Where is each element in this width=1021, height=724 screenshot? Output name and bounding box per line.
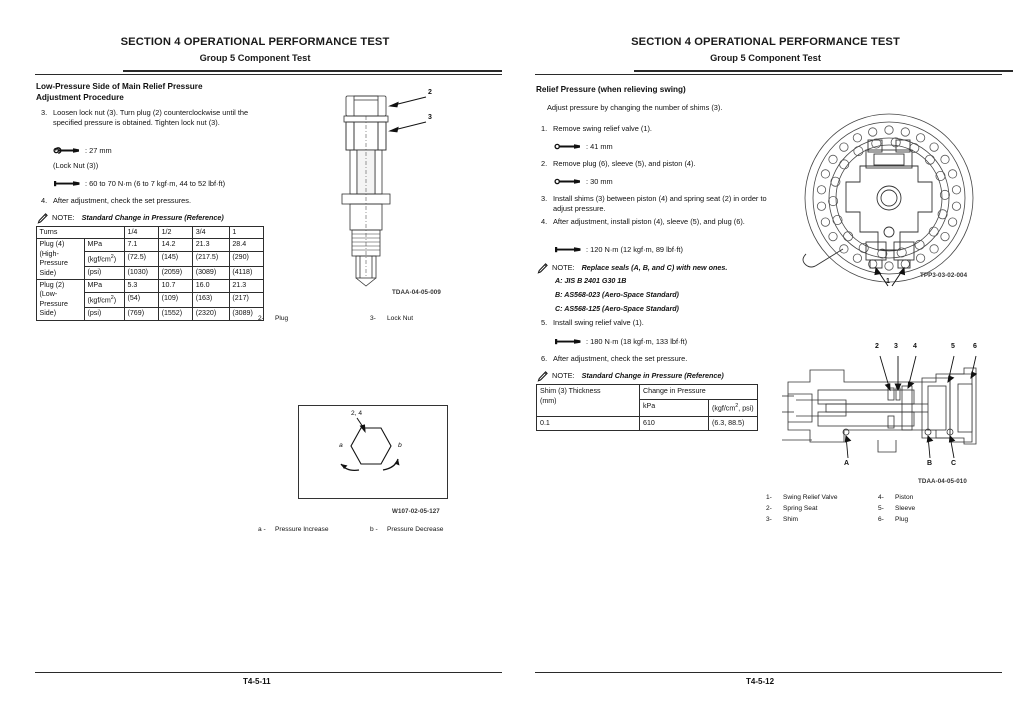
table-row-label: Plug (2) (Low- Pressure Side) xyxy=(37,280,85,321)
left-page-header xyxy=(0,36,510,63)
note-label: NOTE: xyxy=(52,213,75,222)
step-number: 4. xyxy=(41,196,48,205)
valve-callout-2: 2 xyxy=(428,89,432,96)
table-cell: (217) xyxy=(229,292,263,307)
table-cell: (217.5) xyxy=(193,252,230,267)
header-rule xyxy=(634,70,1013,72)
table-cell: (3089) xyxy=(229,307,263,320)
step-number: 3. xyxy=(41,108,48,117)
legend-key: 4- xyxy=(878,494,884,501)
table-unit-cell: MPa xyxy=(85,280,125,293)
step-number: 6. xyxy=(541,354,548,363)
left-step-3 xyxy=(41,108,269,129)
motor-drawing-number: TPP3-03-02-004 xyxy=(920,272,968,279)
table-cell: (54) xyxy=(125,292,159,307)
legend-value: Pressure Decrease xyxy=(387,526,444,533)
torque-wrench-icon xyxy=(554,337,582,346)
legend-value: Plug xyxy=(895,516,909,523)
section-drawing xyxy=(782,340,997,480)
wrench-spec-text: : 27 mm xyxy=(85,146,112,155)
table-cell: 14.2 xyxy=(159,239,193,252)
table-row xyxy=(37,239,264,252)
step-number: 4. xyxy=(541,217,548,226)
table-header-cell: 1 xyxy=(229,227,263,239)
legend-item xyxy=(878,503,990,514)
table-cell: (2320) xyxy=(193,307,230,320)
table-cell: (145) xyxy=(159,252,193,267)
wrench-icon xyxy=(554,142,582,151)
hex-drawing-number: W107-02-05-127 xyxy=(392,508,440,515)
step-number: 5. xyxy=(541,318,548,327)
table-cell: (4118) xyxy=(229,267,263,280)
right-torque-spec-1 xyxy=(554,245,683,254)
shim-thickness-header: Shim (3) Thickness (mm) xyxy=(537,385,640,417)
pencil-icon xyxy=(37,213,48,224)
header-rule xyxy=(123,70,502,72)
table-cell: (290) xyxy=(229,252,263,267)
hex-callout-top: 2, 4 xyxy=(351,410,362,417)
left-pressure-table xyxy=(36,226,264,321)
table-unit-cell: $(kgf/cm^2)$ xyxy=(85,292,125,307)
legend-value: Pressure Increase xyxy=(275,526,329,533)
swing-motor-drawing xyxy=(782,110,997,290)
seal-spec-a: A: JIS B 2401 G30 1B xyxy=(555,277,627,285)
valve-drawing-number: TDAA-04-05-009 xyxy=(392,289,441,296)
note-text: Standard Change in Pressure (Reference) xyxy=(581,371,724,380)
section-callout-b: B xyxy=(927,460,933,467)
legend-value: Sleeve xyxy=(895,505,916,512)
right-intro-text: Adjust pressure by changing the number of shims (3). xyxy=(547,103,723,112)
right-wrench-spec-2 xyxy=(554,177,613,186)
step-text: Install shims (3) between piston (4) and spring seat (2) in order to adjust pressure. xyxy=(553,194,767,214)
table-cell: (1030) xyxy=(125,267,159,280)
legend-item xyxy=(878,514,990,525)
valve-figure-legend xyxy=(258,313,488,324)
step-text: Loosen lock nut (3). Turn plug (2) counterclockwise until the specified pressure is obtained. Tighten lock nut (3). xyxy=(53,108,249,128)
legend-key: a - xyxy=(258,526,266,533)
legend-item xyxy=(766,503,878,514)
legend-key: 2- xyxy=(258,315,264,322)
table-header-cell: 3/4 xyxy=(193,227,230,239)
wrench-icon xyxy=(53,146,81,155)
step-text: Remove plug (6), sleeve (5), and piston (4). xyxy=(553,159,696,168)
step-text: After adjustment, check the set pressure. xyxy=(553,354,688,363)
hex-callout-b: b xyxy=(398,442,402,449)
section-callout-a: A xyxy=(844,460,850,467)
right-wrench-spec-1 xyxy=(554,142,613,151)
left-step-4 xyxy=(41,196,269,206)
step-text: After adjustment, check the set pressures. xyxy=(53,196,192,205)
torque-wrench-icon xyxy=(554,245,582,254)
header-rule-2 xyxy=(535,74,1002,75)
right-step-2 xyxy=(541,159,786,169)
legend-item xyxy=(766,492,878,503)
legend-key: 6- xyxy=(878,516,884,523)
right-page-number: T4-5-12 xyxy=(746,677,775,686)
right-step-5 xyxy=(541,318,786,328)
right-step-4 xyxy=(541,217,786,227)
note-label: NOTE: xyxy=(552,371,575,380)
right-section-title: Relief Pressure (when relieving swing) xyxy=(536,85,686,94)
legend-key: 3- xyxy=(766,516,772,523)
table-cell: 21.3 xyxy=(229,280,263,293)
left-section-title: Low-Pressure Side of Main Relief Pressure Adjustment Procedure xyxy=(36,82,203,102)
hex-figure-legend xyxy=(258,524,488,535)
table-row xyxy=(537,385,758,400)
torque-spec-text: : 180 N·m (18 kgf·m, 133 lbf·ft) xyxy=(586,337,688,346)
seal-spec-c: C: AS568-125 (Aero-Space Standard) xyxy=(555,305,679,313)
section-callout-c: C xyxy=(951,460,957,467)
table-cell: (3089) xyxy=(193,267,230,280)
table-unit-cell: $(kgf/cm^2)$ xyxy=(85,252,125,267)
right-shim-table xyxy=(536,384,758,431)
wrench-spec-text: : 41 mm xyxy=(586,142,613,151)
step-text: After adjustment, install piston (4), sleeve (5), and plug (6). xyxy=(553,217,745,226)
table-header-cell: Turns xyxy=(37,227,125,239)
table-cell: 7.1 xyxy=(125,239,159,252)
section-callout-2: 2 xyxy=(875,343,879,350)
step-number: 3. xyxy=(541,194,548,203)
legend-value: Spring Seat xyxy=(783,505,818,512)
header-title: SECTION 4 OPERATIONAL PERFORMANCE TEST xyxy=(120,36,390,48)
right-footer-rule xyxy=(535,672,1002,673)
header-title: SECTION 4 OPERATIONAL PERFORMANCE TEST xyxy=(631,36,900,48)
table-cell: 21.3 xyxy=(193,239,230,252)
table-unit-cell: (psi) xyxy=(85,267,125,280)
section-drawing-number: TDAA-04-05-010 xyxy=(918,478,967,485)
left-wrench-spec xyxy=(53,146,112,155)
legend-value: Lock Nut xyxy=(387,315,414,322)
table-cell: 16.0 xyxy=(193,280,230,293)
table-row xyxy=(37,280,264,293)
left-page-number: T4-5-11 xyxy=(243,677,271,686)
relief-valve-section-figure xyxy=(782,340,997,480)
table-unit-cell: (psi) xyxy=(85,307,125,320)
table-unit-cell: MPa xyxy=(85,239,125,252)
seal-spec-b: B: AS568-023 (Aero-Space Standard) xyxy=(555,291,679,299)
legend-value: Shim xyxy=(783,516,799,523)
torque-wrench-icon xyxy=(53,179,81,188)
legend-value: Piston xyxy=(895,494,914,501)
header-rule-2 xyxy=(35,74,502,75)
section-callout-4: 4 xyxy=(913,343,917,350)
left-note xyxy=(37,213,224,224)
right-page-header xyxy=(510,36,1021,63)
section-callout-3: 3 xyxy=(894,343,898,350)
table-cell: (109) xyxy=(159,292,193,307)
table-cell: (1552) xyxy=(159,307,193,320)
step-number: 2. xyxy=(541,159,548,168)
step-number: 1. xyxy=(541,124,548,133)
legend-key: 5- xyxy=(878,505,884,512)
wrench-spec-text: : 30 mm xyxy=(586,177,613,186)
motor-callout-1: 1 xyxy=(886,278,890,285)
legend-key: b - xyxy=(370,526,378,533)
legend-item xyxy=(878,492,990,503)
table-cell: (769) xyxy=(125,307,159,320)
step-text: Remove swing relief valve (1). xyxy=(553,124,652,133)
table-header-cell: 1/2 xyxy=(159,227,193,239)
left-wrench-caption: (Lock Nut (3)) xyxy=(53,161,99,170)
hex-callout-a: a xyxy=(339,442,343,449)
table-cell: (2059) xyxy=(159,267,193,280)
legend-key: 3- xyxy=(370,315,376,322)
table-header-cell: 1/4 xyxy=(125,227,159,239)
table-cell: (72.5) xyxy=(125,252,159,267)
table-cell: 5.3 xyxy=(125,280,159,293)
wrench-icon xyxy=(554,177,582,186)
kgf-psi-header: ($kgf/cm^2$, psi) xyxy=(709,399,758,416)
legend-key: 1- xyxy=(766,494,772,501)
kpa-header: kPa xyxy=(640,399,709,416)
other-value: (6.3, 88.5) xyxy=(709,416,758,431)
right-step-1 xyxy=(541,124,786,134)
pencil-icon xyxy=(537,263,548,274)
right-note xyxy=(537,371,724,382)
table-row-label: Plug (4) (High- Pressure Side) xyxy=(37,239,85,280)
parts-legend xyxy=(766,492,996,525)
legend-value: Plug xyxy=(275,315,289,322)
pencil-icon xyxy=(537,371,548,382)
section-callout-6: 6 xyxy=(973,343,977,350)
legend-value: Swing Relief Valve xyxy=(783,494,838,501)
thickness-value: 0.1 xyxy=(537,416,640,431)
torque-spec-text: : 60 to 70 N·m (6 to 7 kgf·m, 44 to 52 lbf·ft) xyxy=(85,179,226,188)
hex-drawing xyxy=(299,406,445,496)
step-text: Install swing relief valve (1). xyxy=(553,318,644,327)
left-torque-spec xyxy=(53,179,225,188)
table-row xyxy=(537,416,758,431)
left-page xyxy=(0,0,510,724)
legend-item xyxy=(766,514,878,525)
header-subtitle: Group 5 Component Test xyxy=(710,53,821,63)
header-subtitle: Group 5 Component Test xyxy=(199,53,311,63)
table-cell: (163) xyxy=(193,292,230,307)
kpa-value: 610 xyxy=(640,416,709,431)
valve-drawing xyxy=(330,88,450,288)
note-text: Standard Change in Pressure (Reference) xyxy=(81,213,224,222)
hex-rotation-figure xyxy=(298,405,448,499)
right-step-6 xyxy=(541,354,786,364)
valve-callout-3: 3 xyxy=(428,114,432,121)
right-step-3 xyxy=(541,194,786,215)
left-footer-rule xyxy=(35,672,502,673)
table-header-row xyxy=(37,227,264,239)
table-cell: 10.7 xyxy=(159,280,193,293)
right-note-seals xyxy=(537,263,727,274)
torque-spec-text: : 120 N·m (12 kgf·m, 89 lbf·ft) xyxy=(586,245,683,254)
section-callout-5: 5 xyxy=(951,343,955,350)
table-cell: 28.4 xyxy=(229,239,263,252)
note-label: NOTE: xyxy=(552,263,575,272)
change-in-pressure-header: Change in Pressure xyxy=(640,385,758,400)
right-page xyxy=(510,0,1021,724)
right-torque-spec-2 xyxy=(554,337,687,346)
note-text: Replace seals (A, B, and C) with new ones. xyxy=(581,263,728,272)
swing-motor-figure xyxy=(782,110,997,290)
legend-key: 2- xyxy=(766,505,772,512)
valve-section-figure xyxy=(330,88,450,288)
